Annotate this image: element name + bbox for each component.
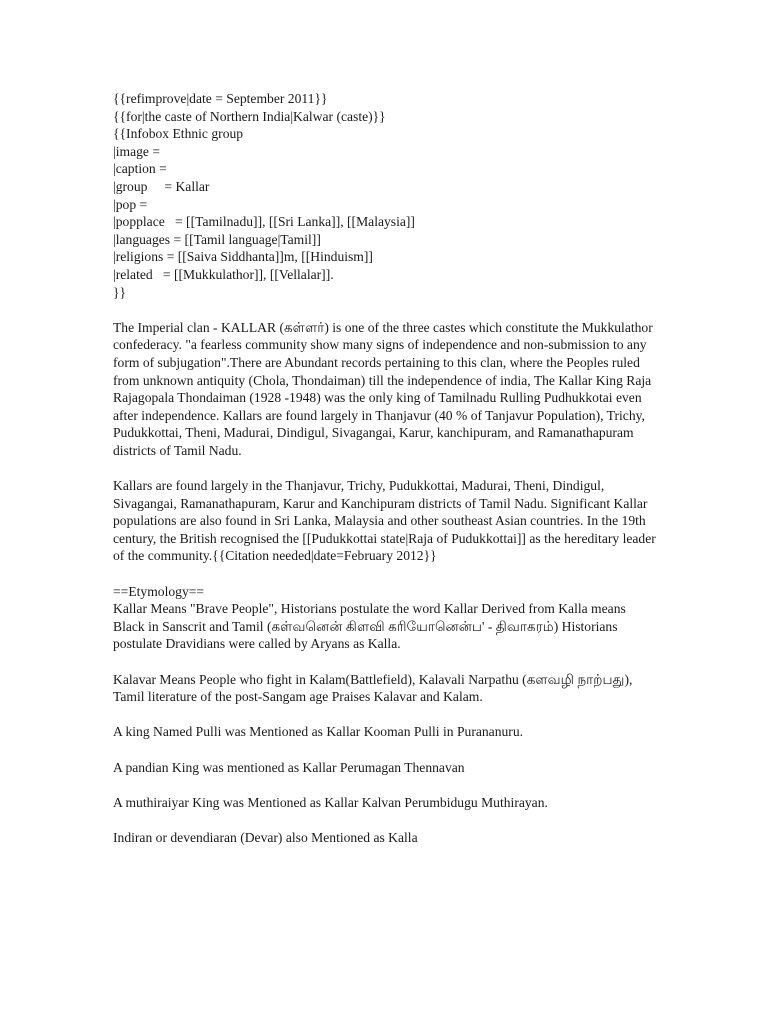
infobox-line: |caption = <box>113 161 167 177</box>
pulli-paragraph: A king Named Pulli was Mentioned as Kallar Kooman Pulli in Purananuru. <box>113 724 524 740</box>
indiran-paragraph: Indiran or devendiaran (Devar) also Mentioned as Kalla <box>113 829 418 845</box>
infobox-line: {{for|the caste of Northern India|Kalwar (caste)}} <box>113 108 386 124</box>
infobox-line: {{Infobox Ethnic group <box>113 126 244 142</box>
imperial-clan-paragraph: The Imperial clan - KALLAR (கள்ளர்) is one of the three castes which constitute the Mukkulathor confederacy. "a fearless community show many signs of independence and non-submission to any form of subjugation".There are Abundant records pertaining to this clan, where the Peoples ruled from unknown antiquity (Chola, Thondaiman) till the independence of india, The Kallar King Raja Rajagopala Thondaiman (1928 -1948) was the only king of Tamilnadu Rulling Pudhukkotai even after independence. Kallars are found largely in Thanjavur (40 % of Tanjavur Population), Trichy, Pudukkottai, Theni, Madurai, Dindigul, Sivagangai, Karur, kanchipuram, and Ramanathapuram districts of Tamil Nadu. <box>113 319 653 458</box>
etymology-heading: ==Etymology== <box>113 583 205 599</box>
infobox-line: |pop = <box>113 196 148 212</box>
thennavan-paragraph: A pandian King was mentioned as Kallar Perumagan Thennavan <box>113 759 465 775</box>
infobox-line: |religions = [[Saiva Siddhanta]]m, [[Hinduism]] <box>113 249 373 265</box>
spacer <box>113 301 658 319</box>
distribution-paragraph: Kallars are found largely in the Thanjavur, Trichy, Pudukkottai, Madurai, Theni, Dindigul, Sivagangai, Ramanathapuram, Karur and Kanchipuram districts of Tamil Nadu. Significant Kallar populations are also found in Sri Lanka, Malaysia and other southeast Asian countries. In the 19th century, the British recognised the [[Pudukkottai state|Raja of Pudukkottai]] as the hereditary leader of the community.{{Citation needed|date=February 2012}} <box>113 478 656 564</box>
infobox-line: |popplace = [[Tamilnadu]], [[Sri Lanka]], [[Malaysia]] <box>113 214 415 230</box>
infobox-line: |related = [[Mukkulathor]], [[Vellalar]]. <box>113 266 334 282</box>
kalavar-paragraph: Kalavar Means People who fight in Kalam(Battlefield), Kalavali Narpathu (களவழி நாற்பது), Tamil literature of the post-Sangam age Praises Kalavar and Kalam. <box>113 671 633 705</box>
etymology-paragraph: Kallar Means "Brave People", Historians postulate the word Kallar Derived from Kalla means Black in Sanscrit and Tamil (கள்வனென் கிளவி கரியோனென்ப' - திவாகரம்) Historians postulate Dravidians were called by Aryans as Kalla. <box>113 601 626 652</box>
etymology-section <box>113 583 658 653</box>
infobox-line: |group = Kallar <box>113 178 210 194</box>
infobox-line: |image = <box>113 143 161 159</box>
document-page <box>113 90 658 864</box>
infobox-markup <box>113 90 658 301</box>
muthiraiyar-paragraph: A muthiraiyar King was Mentioned as Kallar Kalvan Perumbidugu Muthirayan. <box>113 794 548 810</box>
infobox-line: {{refimprove|date = September 2011}} <box>113 91 328 106</box>
infobox-line: }} <box>113 284 127 300</box>
infobox-line: |languages = [[Tamil language|Tamil]] <box>113 231 321 247</box>
